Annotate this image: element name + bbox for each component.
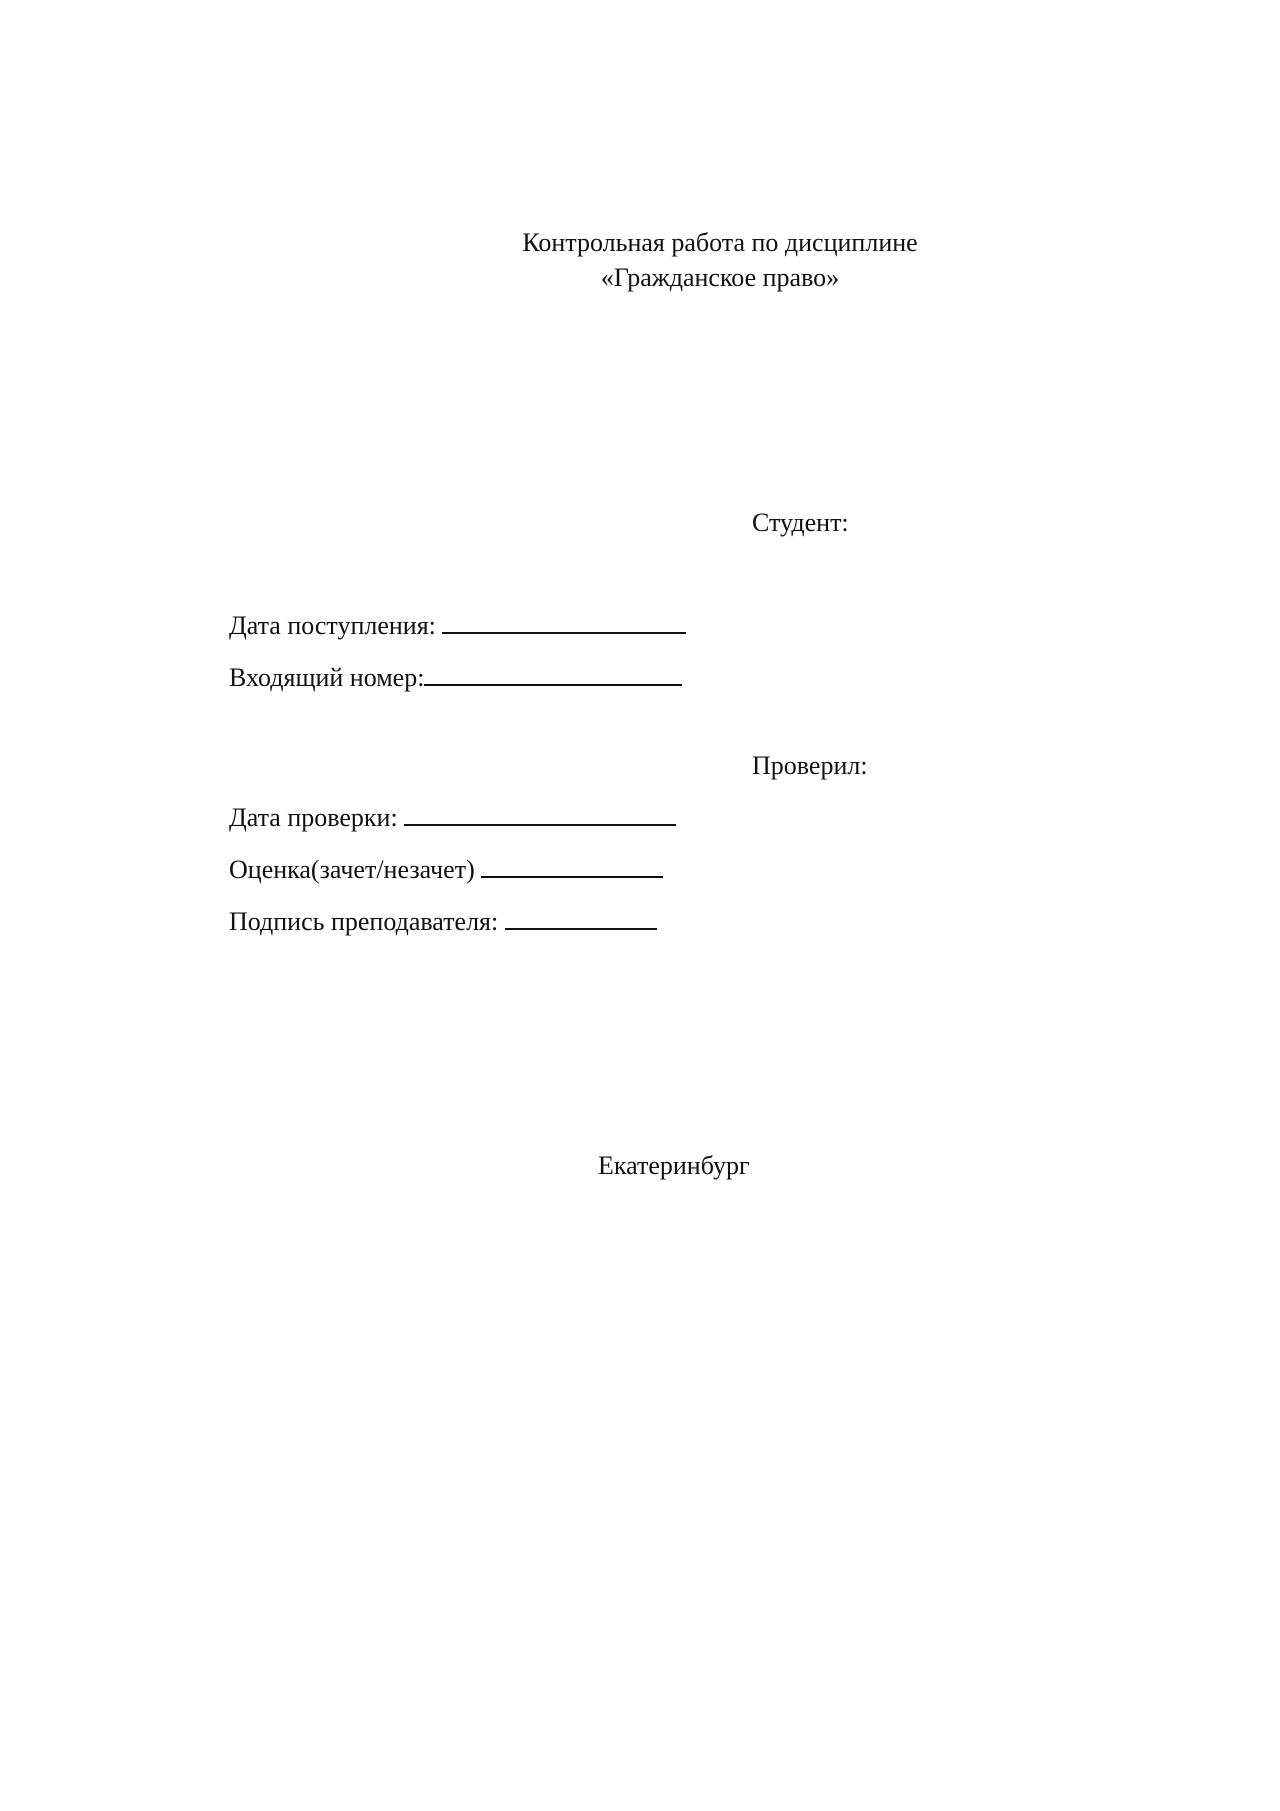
field-label: Дата поступления: bbox=[229, 611, 443, 640]
title-line-2: «Гражданское право» bbox=[600, 263, 840, 292]
field-teacher-signature bbox=[203, 874, 657, 967]
student-label: Студент: bbox=[752, 508, 849, 537]
field-label: Входящий номер: bbox=[229, 663, 425, 692]
title-line-1: Контрольная работа по дисциплине bbox=[522, 228, 918, 257]
signature-blank bbox=[505, 904, 657, 930]
field-label: Подпись преподавателя: bbox=[229, 907, 505, 936]
field-label: Оценка(зачет/незачет) bbox=[229, 855, 482, 884]
field-label: Дата проверки: bbox=[229, 803, 405, 832]
city: Екатеринбург bbox=[598, 1151, 750, 1180]
checked-by-label: Проверил: bbox=[752, 751, 868, 780]
field-incoming-number bbox=[203, 630, 682, 723]
incoming-number-blank bbox=[424, 660, 682, 686]
